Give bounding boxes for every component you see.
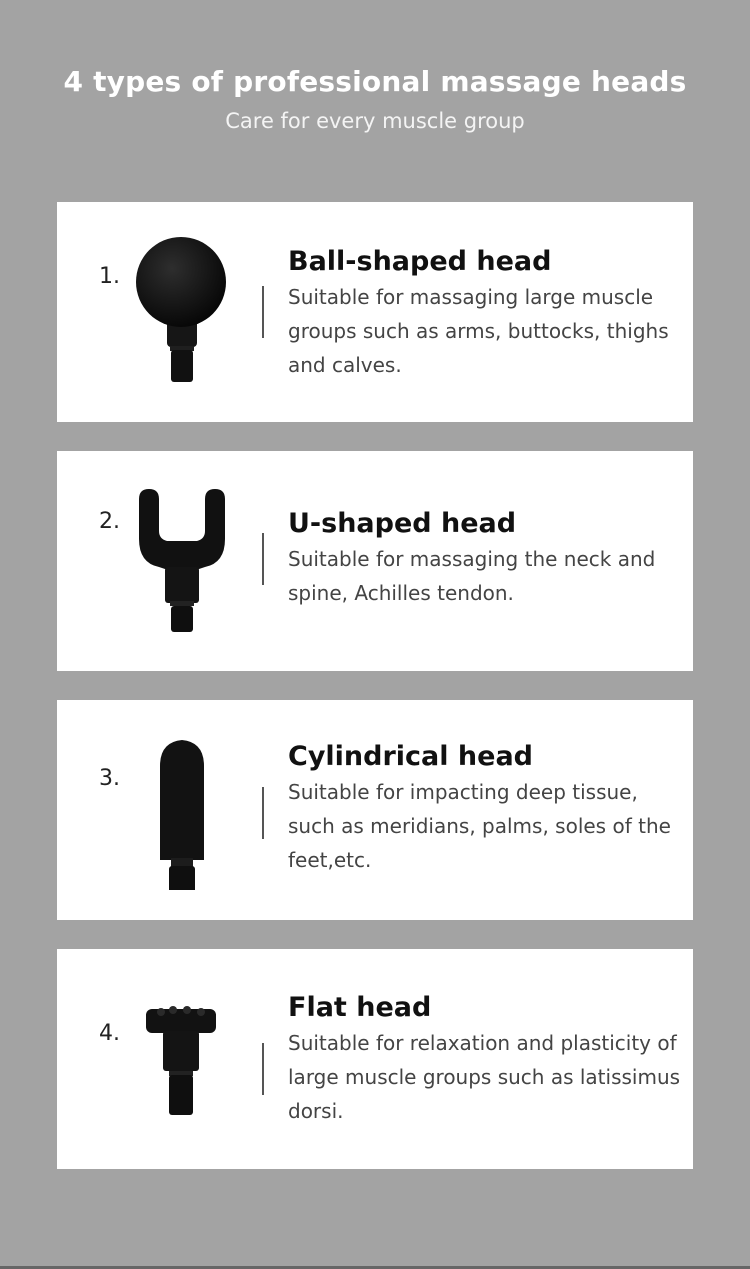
divider-line	[262, 533, 264, 585]
head-description: Suitable for relaxation and plasticity of large muscle groups such as latissimus dorsi.	[288, 1031, 681, 1123]
flat-head-icon	[127, 979, 237, 1139]
head-name: Flat head	[288, 992, 432, 1023]
head-number: 3.	[99, 766, 120, 791]
cylinder-head-icon	[127, 730, 237, 890]
head-card-ball	[57, 202, 693, 422]
ball-head-icon	[127, 232, 237, 392]
head-description: Suitable for impacting deep tissue, such as meridians, palms, soles of the feet,etc.	[288, 780, 671, 872]
head-card-flat	[57, 949, 693, 1169]
divider-line	[262, 286, 264, 338]
u-head-icon	[127, 481, 237, 641]
head-number: 2.	[99, 509, 120, 534]
head-card-cylinder	[57, 700, 693, 920]
head-name: Ball-shaped head	[288, 246, 552, 277]
page-subtitle: Care for every muscle group	[225, 109, 525, 133]
head-description: Suitable for massaging the neck and spine, Achilles tendon.	[288, 547, 656, 605]
head-name: Cylindrical head	[288, 741, 534, 772]
head-card-u	[57, 451, 693, 671]
head-description: Suitable for massaging large muscle groups such as arms, buttocks, thighs and calves.	[288, 285, 669, 377]
divider-line	[262, 787, 264, 839]
head-number: 1.	[99, 264, 120, 289]
page-title: 4 types of professional massage heads	[63, 65, 687, 98]
head-number: 4.	[99, 1021, 120, 1046]
divider-line	[262, 1043, 264, 1095]
page-header	[0, 62, 750, 136]
head-name: U-shaped head	[288, 508, 517, 539]
